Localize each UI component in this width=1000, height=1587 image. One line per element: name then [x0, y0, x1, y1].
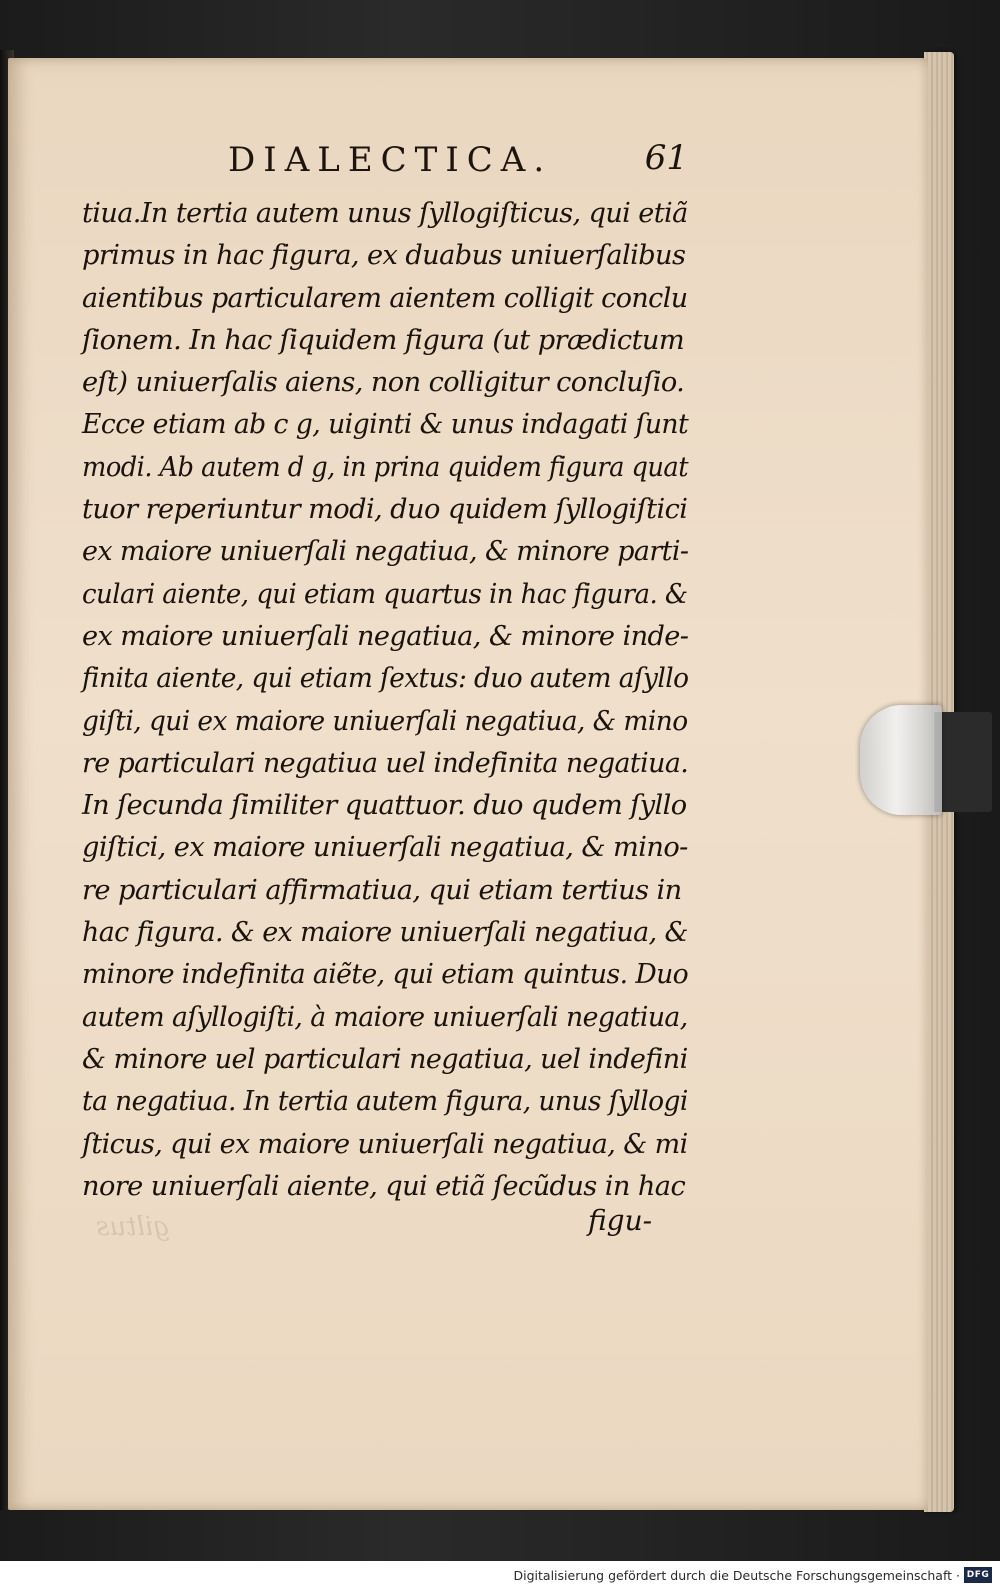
text-line: minore indefinita aiẽte, qui etiam quintus. Duo: [82, 958, 689, 991]
text-line: & minore uel particulari negatiua, uel indefini: [82, 1042, 688, 1075]
page-number: 61: [644, 138, 688, 178]
text-line: Ecce etiam ab c g, uiginti & unus indagati ſunt: [82, 408, 689, 441]
text-line: hac figura. & ex maiore uniuerſali negatiua, &: [82, 916, 688, 949]
catchword: figu-: [588, 1204, 653, 1237]
text-line: ſionem. In hac ſiquidem figura (ut prædictum: [82, 323, 685, 356]
funding-credit: Digitalisierung gefördert durch die Deutsche Forschungsgemeinschaft ·: [513, 1568, 960, 1583]
running-head: DIALECTICA.: [228, 140, 553, 180]
text-line: nore uniuerſali aiente, qui etiã ſecũdus in hac: [82, 1169, 686, 1202]
text-line: aientibus particularem aientem colligit conclu: [82, 281, 688, 314]
page-header: [228, 138, 688, 190]
text-line: re particulari affirmatiua, qui etiam tertius in: [82, 873, 682, 906]
text-line: giſtici, ex maiore uniuerſali negatiua, & mino-: [82, 831, 688, 864]
page-clip: [860, 705, 942, 815]
clip-strap: [934, 712, 992, 812]
text-line: culari aiente, qui etiam quartus in hac figura. &: [82, 577, 688, 610]
text-line: eſt) uniuerſalis aiens, non colligitur concluſio.: [82, 366, 685, 399]
show-through-text: giltus: [96, 1212, 170, 1242]
text-block: [82, 192, 694, 1207]
text-line: giſti, qui ex maiore uniuerſali negatiua, & mino: [82, 704, 688, 737]
text-line: re particulari negatiua uel indefinita negatiua.: [82, 746, 689, 779]
text-line: ex maiore uniuerſali negatiua, & minore inde-: [82, 619, 689, 652]
text-line: autem aſyllogiſti, à maiore uniuerſali negatiua,: [82, 1000, 688, 1033]
text-line: ta negatiua. In tertia autem figura, unus ſyllogi: [82, 1085, 688, 1118]
text-line: ex maiore uniuerſali negatiua, & minore parti-: [82, 535, 689, 568]
text-line: finita aiente, qui etiam ſextus: duo autem aſyllo: [82, 662, 689, 695]
text-line: tuor reperiuntur modi, duo quidem ſyllogiſtici: [82, 493, 688, 526]
footer-bar: [0, 1561, 1000, 1587]
text-line: In ſecunda ſimiliter quattuor. duo qudem ſyllo: [82, 789, 687, 822]
text-line: primus in hac figura, ex duabus uniuerſalibus: [82, 239, 686, 272]
text-line: tiua.In tertia autem unus ſyllogiſticus, qui etiã: [82, 197, 688, 229]
text-line: modi. Ab autem d g, in prina quidem figura quat: [82, 450, 688, 483]
dfg-logo: DFG: [964, 1567, 992, 1583]
text-line: ſticus, qui ex maiore uniuerſali negatiua, & mi: [82, 1127, 688, 1160]
